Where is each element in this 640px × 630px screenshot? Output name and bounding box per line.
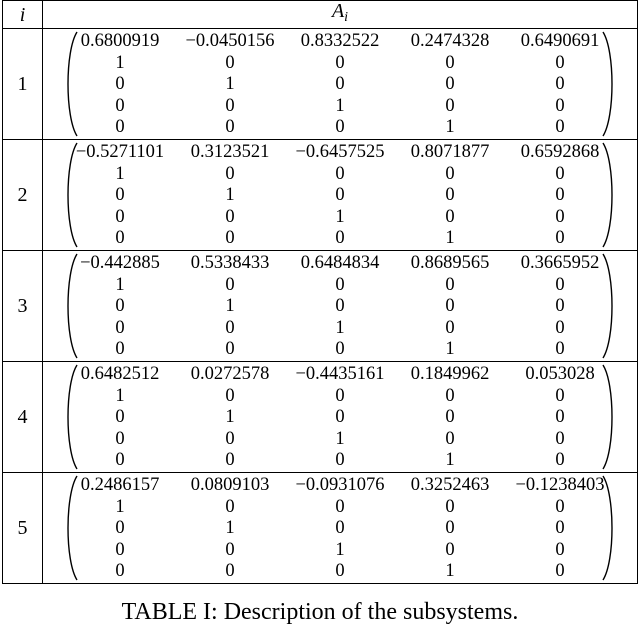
subsystem-index: 2 (3, 140, 43, 251)
subsystem-index: 5 (3, 473, 43, 584)
matrix-entry: 0 (225, 206, 235, 227)
matrix-entry: 0 (115, 206, 125, 227)
matrix-entry: 0 (555, 206, 565, 227)
matrix-entry: −0.1238403 (515, 475, 605, 495)
matrix-entry: 0.6484834 (300, 253, 380, 273)
matrix-entry: 0 (555, 95, 565, 116)
matrix-entry: 0 (225, 274, 235, 295)
matrix-entry: 0 (445, 95, 455, 116)
matrix-entry: 0 (555, 228, 565, 249)
matrix-entry: 1 (225, 296, 235, 317)
matrix-entry: 0.8332522 (300, 31, 380, 51)
matrix-entry: 0.6592868 (520, 142, 600, 162)
matrix (43, 251, 637, 361)
matrix-entry: 0 (335, 52, 345, 73)
matrix-entry: −0.442885 (80, 253, 160, 273)
matrix-entry: 0 (555, 496, 565, 517)
matrix-entry: 1 (445, 339, 455, 360)
matrix-entry: 0.0809103 (190, 475, 270, 495)
matrix-entry: 0 (335, 296, 345, 317)
matrix-entry: 0 (335, 74, 345, 95)
header-a-subscript: i (344, 10, 349, 25)
matrix-entry: −0.4435161 (295, 364, 385, 384)
matrix-entry: 0.2474328 (410, 31, 490, 51)
matrix-entry: 0.6800919 (80, 31, 160, 51)
matrix-entry: 1 (225, 185, 235, 206)
matrix-entry: 0 (335, 185, 345, 206)
matrix-entry: 0 (115, 428, 125, 449)
matrix-entry: 0 (115, 407, 125, 428)
header-a-symbol: A (331, 0, 345, 22)
matrix-entry: 0 (225, 428, 235, 449)
matrix-entry: 0.6490691 (520, 31, 600, 51)
matrix-entry: 0 (225, 163, 235, 184)
matrix-entry: 0 (445, 539, 455, 560)
subsystem-index: 1 (3, 29, 43, 140)
matrix-entry: 0 (335, 450, 345, 471)
matrix-entry: 0 (555, 163, 565, 184)
matrix-entry: 1 (225, 518, 235, 539)
matrix-entry: 0 (555, 317, 565, 338)
matrix (43, 29, 637, 139)
matrix-entry: 0 (225, 317, 235, 338)
matrix-entry: 0 (225, 539, 235, 560)
matrix-entry: 0 (225, 228, 235, 249)
matrix-entry: 1 (115, 52, 125, 73)
subsystem-index: 3 (3, 251, 43, 362)
matrix-entry: 1 (225, 74, 235, 95)
matrix-entry: 0 (555, 450, 565, 471)
matrix-entry: 0 (335, 339, 345, 360)
table-row (3, 473, 638, 584)
matrix-entry: 0 (225, 385, 235, 406)
matrix-entry: 1 (335, 206, 345, 227)
matrix-grid (65, 475, 615, 583)
matrix-entry: 0 (555, 117, 565, 138)
subsystems-table (2, 0, 638, 584)
matrix-entry: −0.5271101 (75, 142, 165, 162)
matrix-entry: 0 (445, 52, 455, 73)
matrix-entry: 1 (115, 385, 125, 406)
matrix-entry: 0 (335, 561, 345, 582)
matrix-entry: 0.3665952 (520, 253, 600, 273)
matrix-entry: 0 (335, 385, 345, 406)
table-row (3, 29, 638, 140)
matrix-entry: 0 (335, 163, 345, 184)
matrix-entry: 0 (445, 185, 455, 206)
matrix-entry: 0.2486157 (80, 475, 160, 495)
matrix (43, 140, 637, 250)
matrix-entry: 0 (445, 518, 455, 539)
matrix-cell (43, 140, 638, 251)
matrix-entry: 0 (335, 228, 345, 249)
matrix-entry: 0 (555, 518, 565, 539)
matrix-entry: 1 (225, 407, 235, 428)
matrix-entry: 0 (445, 428, 455, 449)
matrix-entry: 1 (335, 539, 345, 560)
matrix-cell (43, 473, 638, 584)
matrix-entry: 0 (555, 52, 565, 73)
table-row (3, 251, 638, 362)
matrix-entry: 0 (445, 317, 455, 338)
matrix-entry: 0 (115, 185, 125, 206)
matrix-entry: 0 (225, 339, 235, 360)
matrix-entry: 0 (115, 518, 125, 539)
matrix-entry: 1 (445, 450, 455, 471)
matrix-entry: 0 (225, 95, 235, 116)
matrix-entry: 0 (555, 539, 565, 560)
matrix-entry: 0 (445, 407, 455, 428)
matrix-grid (65, 142, 615, 250)
matrix-entry: 1 (445, 561, 455, 582)
matrix-entry: 0 (115, 317, 125, 338)
matrix-entry: 0 (225, 117, 235, 138)
matrix-entry: 1 (335, 95, 345, 116)
matrix-entry: 0 (335, 274, 345, 295)
matrix-entry: 0 (115, 228, 125, 249)
matrix-entry: 0 (115, 339, 125, 360)
matrix-entry: 0 (115, 117, 125, 138)
matrix-entry: 0 (115, 296, 125, 317)
matrix-entry: 0.6482512 (80, 364, 160, 384)
matrix-entry: 0 (335, 518, 345, 539)
matrix-entry: 0.3252463 (410, 475, 490, 495)
matrix-grid (65, 364, 615, 472)
matrix-entry: 0.1849962 (410, 364, 490, 384)
matrix-entry: 1 (445, 117, 455, 138)
matrix-entry: 0 (445, 74, 455, 95)
matrix-entry: 1 (335, 317, 345, 338)
matrix-entry: 0.8071877 (410, 142, 490, 162)
header-a (43, 1, 638, 29)
matrix-entry: 1 (115, 496, 125, 517)
matrix-entry: −0.0931076 (295, 475, 385, 495)
matrix-entry: 0 (445, 163, 455, 184)
matrix (43, 473, 637, 583)
matrix-entry: 0.053028 (525, 364, 595, 384)
matrix-entry: 0 (115, 539, 125, 560)
table-row (3, 362, 638, 473)
matrix (43, 362, 637, 472)
matrix-entry: 0.3123521 (190, 142, 270, 162)
matrix-entry: 1 (445, 228, 455, 249)
matrix-entry: 0 (335, 496, 345, 517)
matrix-entry: 0 (555, 407, 565, 428)
matrix-entry: 0 (555, 274, 565, 295)
subsystem-index: 4 (3, 362, 43, 473)
matrix-entry: 0 (555, 385, 565, 406)
matrix-entry: 1 (115, 163, 125, 184)
matrix-entry: 0 (555, 561, 565, 582)
matrix-cell (43, 29, 638, 140)
matrix-entry: 0 (445, 296, 455, 317)
matrix-entry: 0 (555, 296, 565, 317)
matrix-entry: 0.0272578 (190, 364, 270, 384)
matrix-entry: 0 (225, 52, 235, 73)
matrix-entry: 0 (225, 496, 235, 517)
matrix-entry: 0 (115, 561, 125, 582)
matrix-entry: 0 (445, 496, 455, 517)
matrix-entry: 0 (225, 450, 235, 471)
matrix-entry: 0 (115, 95, 125, 116)
matrix-entry: 0 (555, 339, 565, 360)
matrix-entry: −0.0450156 (185, 31, 275, 51)
matrix-entry: 0 (445, 274, 455, 295)
matrix-entry: −0.6457525 (295, 142, 385, 162)
matrix-entry: 0 (445, 385, 455, 406)
matrix-entry: 0.5338433 (190, 253, 270, 273)
matrix-cell (43, 251, 638, 362)
matrix-entry: 1 (115, 274, 125, 295)
matrix-entry: 0 (115, 74, 125, 95)
matrix-entry: 0 (555, 185, 565, 206)
matrix-entry: 0 (225, 561, 235, 582)
matrix-entry: 0.8689565 (410, 253, 490, 273)
matrix-cell (43, 362, 638, 473)
header-i: i (3, 1, 43, 29)
matrix-entry: 0 (555, 428, 565, 449)
matrix-entry: 0 (445, 206, 455, 227)
matrix-grid (65, 31, 615, 139)
matrix-grid (65, 253, 615, 361)
matrix-entry: 0 (115, 450, 125, 471)
table-caption: TABLE I: Description of the subsystems. (121, 599, 519, 625)
matrix-entry: 0 (555, 74, 565, 95)
table-row (3, 140, 638, 251)
header-row (3, 1, 638, 29)
matrix-entry: 1 (335, 428, 345, 449)
matrix-entry: 0 (335, 117, 345, 138)
matrix-entry: 0 (335, 407, 345, 428)
